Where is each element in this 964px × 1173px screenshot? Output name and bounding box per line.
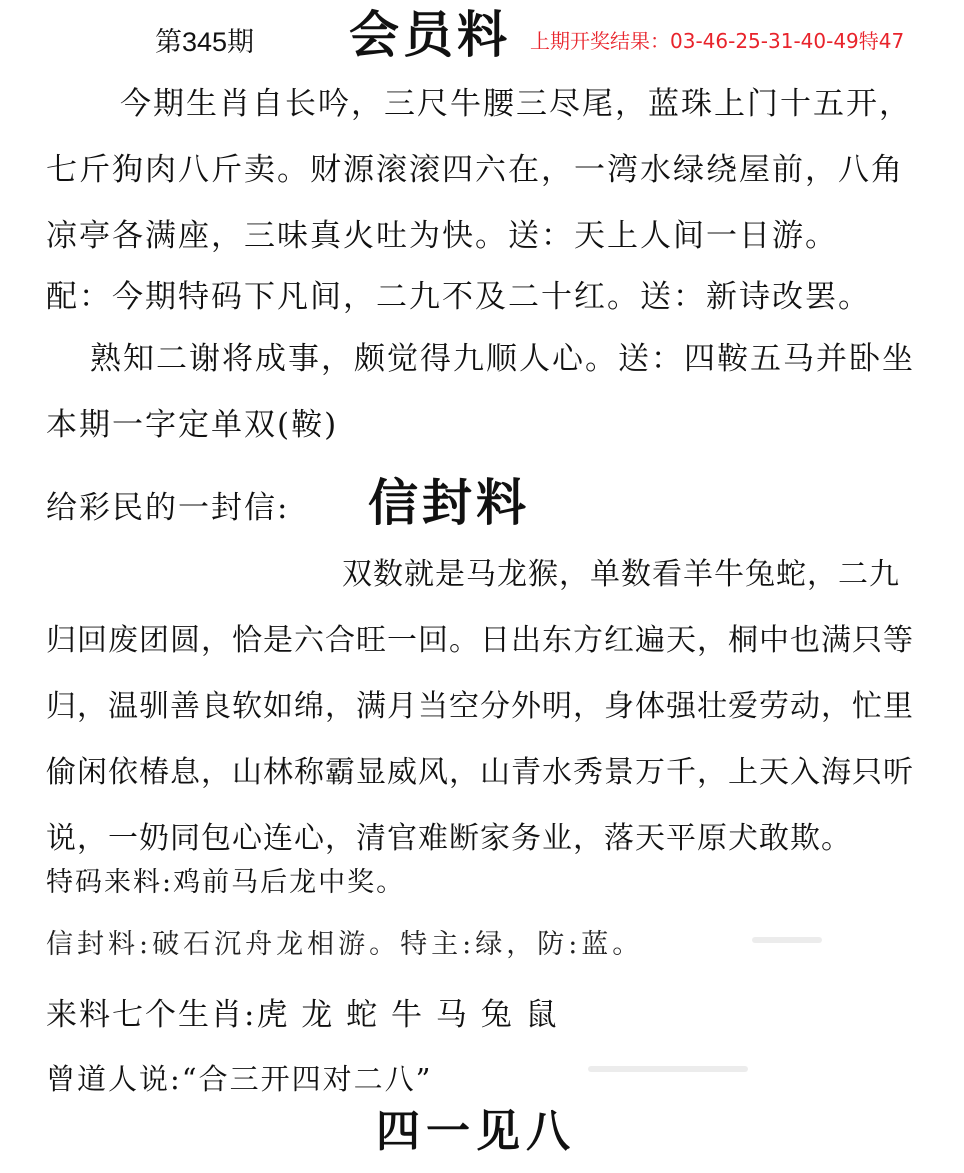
letter-intro: 给彩民的一封信: <box>46 490 290 526</box>
last-draw-result <box>530 26 956 56</box>
footer-title: 四一见八 <box>376 1106 576 1157</box>
letter-title: 信封料 <box>368 473 530 532</box>
xinfeng-line: 信封料:破石沉舟龙相游。特主:绿，防:蓝。 <box>46 929 644 960</box>
issue-number: 第345期 <box>155 27 255 57</box>
pei-line: 配：今期特码下凡间，二九不及二十红。送：新诗改罢。 <box>46 279 871 315</box>
last-draw-result-label: 上期开奖结果： <box>530 29 670 53</box>
tema-line: 特码来料:鸡前马后龙中奖。 <box>46 867 406 898</box>
letter-paragraph <box>46 542 926 872</box>
last-draw-result-numbers: 03-46-25-31-40-49特47 <box>670 29 905 53</box>
poem-paragraph <box>46 71 936 269</box>
faint-mark <box>588 1066 748 1072</box>
shuzhi-line: 熟知二谢将成事，颇觉得九顺人心。送：四鞍五马并卧坐 <box>90 341 915 377</box>
faint-mark <box>752 937 822 943</box>
page-title: 会员料 <box>349 5 511 64</box>
benqi-line: 本期一字定单双(鞍) <box>46 407 339 443</box>
letter-first-line: 双数就是马龙猴，单数看羊牛兔蛇，二九 <box>342 557 900 592</box>
zeng-line: 曾道人说:“合三开四对二八” <box>46 1062 433 1096</box>
laliao-line: 来料七个生肖:虎 龙 蛇 牛 马 兔 鼠 <box>46 997 559 1033</box>
poem-text: 今期生肖自长吟，三尺牛腰三尽尾，蓝珠上门十五开，七斤狗肉八斤卖。财源滚滚四六在，一湾水绿绕屋前，八角凉亭各满座，三味真火吐为快。送：天上人间一日游。 <box>46 86 912 254</box>
letter-body: 归回废团圆，恰是六合旺一回。日出东方红遍天，桐中也满只等归，温驯善良软如绵，满月当空分外明，身体强壮爱劳动，忙里偷闲依椿息，山林称霸显威风，山青水秀景万千，上天入海只听说，一奶同包心连心，清官难断家务业，落天平原犬敢欺。 <box>46 623 914 856</box>
